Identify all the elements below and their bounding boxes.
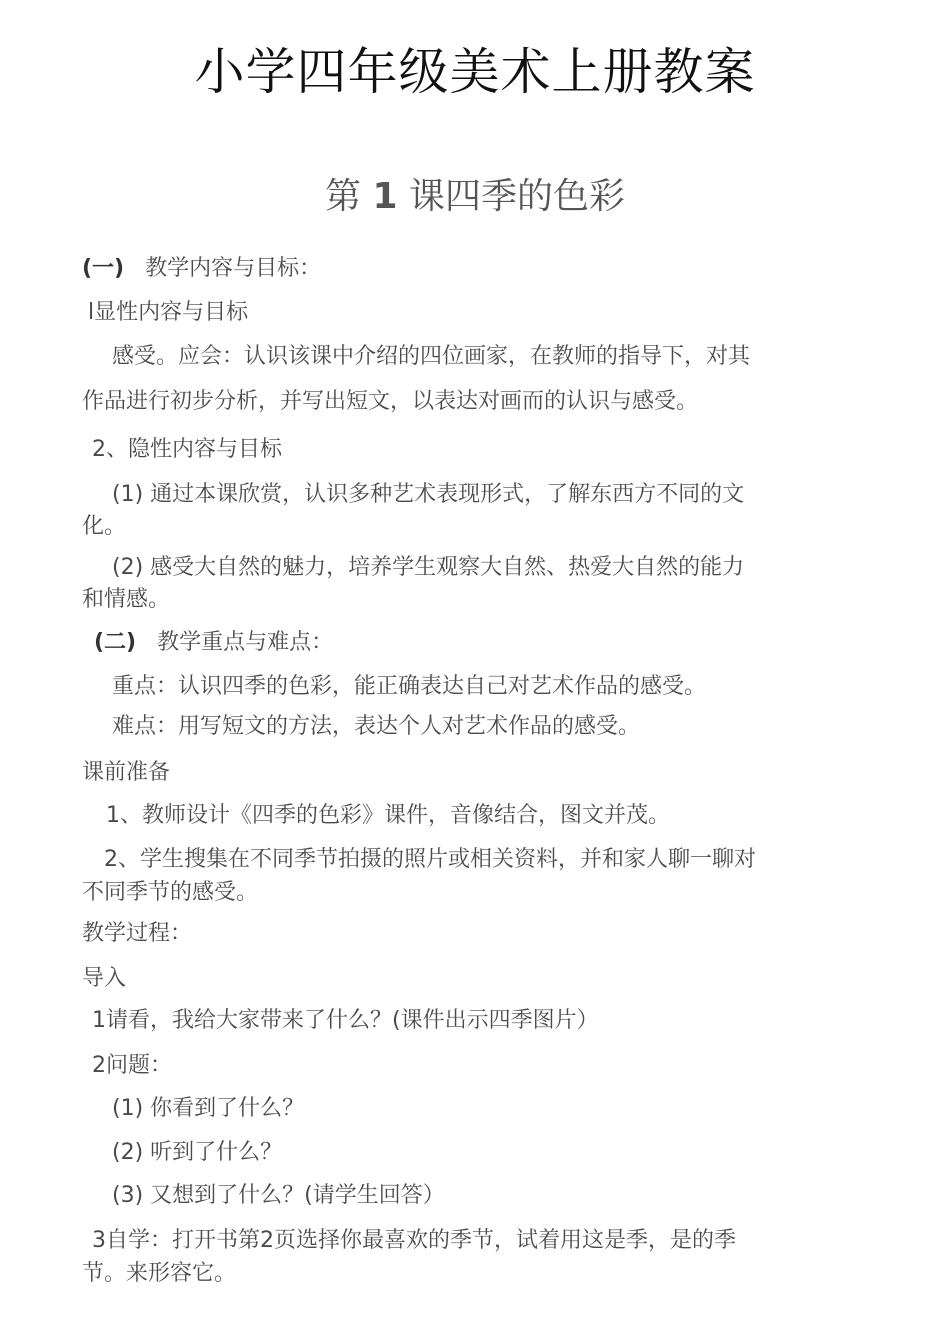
process-heading: 教学过程： bbox=[82, 921, 193, 946]
difficult-point: 难点：用写短文的方法，表达个人对艺术作品的感受。 bbox=[112, 714, 641, 739]
list-item-continued: 化。 bbox=[82, 514, 127, 539]
section-heading-2 bbox=[94, 626, 884, 660]
list-item: (1) 通过本课欣赏，认识多种艺术表现形式，了解东西方不同的文 bbox=[112, 482, 745, 507]
section-heading-1 bbox=[82, 252, 872, 286]
prep-item-continued: 不同季节的感受。 bbox=[82, 880, 259, 905]
key-point: 重点：认识四季的色彩，能正确表达自己对艺术作品的感受。 bbox=[112, 674, 707, 699]
intro-step: 3自学：打开书第2页选择你最喜欢的季节，试着用这是季，是的季 bbox=[92, 1228, 736, 1253]
section-heading-2-text: 教学重点与难点： bbox=[157, 630, 334, 655]
subheading-implicit: 2、隐性内容与目标 bbox=[92, 437, 282, 462]
paragraph-line: 感受。应会：认识该课中介绍的四位画家，在教师的指导下，对其 bbox=[112, 344, 751, 369]
prep-heading: 课前准备 bbox=[82, 760, 171, 785]
intro-step: 1请看，我给大家带来了什么？(课件出示四季图片） bbox=[92, 1008, 599, 1033]
list-item-continued: 和情感。 bbox=[82, 587, 171, 612]
intro-step-continued: 节。来形容它。 bbox=[82, 1261, 237, 1286]
intro-heading: 导入 bbox=[82, 966, 127, 991]
intro-step: 2问题： bbox=[92, 1053, 172, 1078]
question-item: (3) 又想到了什么？(请学生回答） bbox=[112, 1183, 445, 1208]
section-marker-1: (一) bbox=[82, 256, 125, 281]
question-item: (1) 你看到了什么？ bbox=[112, 1096, 305, 1121]
paragraph-line: 作品进行初步分析，并写出短文，以表达对画而的认识与感受。 bbox=[82, 389, 699, 414]
question-item: (2) 听到了什么？ bbox=[112, 1140, 283, 1165]
prep-item: 2、学生搜集在不同季节拍摄的照片或相关资料，并和家人聊一聊对 bbox=[104, 847, 756, 872]
subheading-explicit: l显性内容与目标 bbox=[88, 300, 249, 325]
lesson-title-prefix: 第 bbox=[325, 176, 362, 217]
prep-item: 1、教师设计《四季的色彩》课件，音像结合，图文并茂。 bbox=[106, 803, 670, 828]
lesson-number: 1 bbox=[372, 176, 398, 217]
list-item: (2) 感受大自然的魅力，培养学生观察大自然、热爱大自然的能力 bbox=[112, 555, 745, 580]
document-title: 小学四年级美术上册教案 bbox=[194, 43, 756, 101]
lesson-title-suffix: 课四季的色彩 bbox=[408, 176, 625, 217]
section-marker-2: (二) bbox=[94, 630, 137, 655]
section-heading-1-text: 教学内容与目标： bbox=[145, 256, 322, 281]
lesson-title bbox=[0, 168, 950, 219]
